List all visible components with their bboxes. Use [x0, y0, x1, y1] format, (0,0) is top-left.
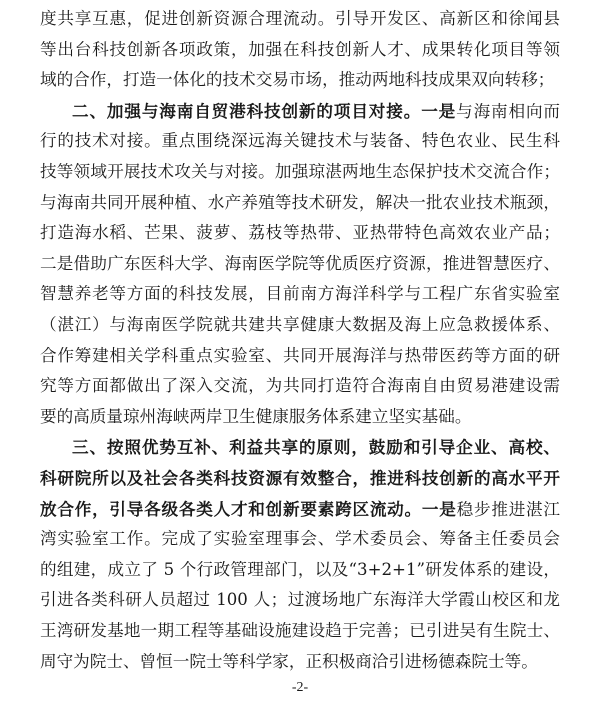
bold-text-segment: 科研院所以及社会各类科技资源有效整合，推进科技创新的高水平开 — [40, 468, 560, 488]
text-segment: 王湾研发基地一期工程等基础设施建设趋于完善；已引进吴有生院士、 — [40, 621, 560, 640]
text-segment: 湾实验室工作。完成了实验室理事会、学术委员会、筹备主任委员会 — [40, 529, 560, 549]
text-line — [40, 524, 560, 554]
text-segment: 技等领域开展技术攻关与对接。加强琼湛两地生态保护技术交流合作； — [40, 162, 560, 181]
text-line — [40, 35, 560, 65]
text-line — [40, 555, 560, 585]
text-segment: 二是借助广东医科大学、海南医学院等优质医疗资源，推进智慧医疗、 — [40, 253, 560, 273]
text-segment: 合作筹建相关学科重点实验室、共同开展海洋与热带医药等方面的研 — [40, 345, 560, 365]
text-line — [40, 616, 560, 646]
text-line — [40, 371, 560, 401]
text-line — [72, 96, 560, 126]
text-segment: 与海南相向而 — [456, 101, 561, 121]
text-segment: 稳步推进湛江 — [456, 499, 561, 519]
text-segment: 智慧养老等方面的科技发展，目前南方海洋科学与工程广东省实验室 — [40, 284, 560, 304]
text-line — [40, 126, 560, 156]
text-segment: 的组建，成立了 5 个行政管理部门，以及“3+2+1”研发体系的建设， — [40, 559, 560, 579]
text-segment: 究等方面都做出了深入交流，为共同打造符合海南自由贸易港建设需 — [40, 376, 560, 396]
text-line — [40, 463, 560, 493]
bold-text-segment: 三、按照优势互补、利益共享的原则，鼓励和引导企业、高校、 — [72, 437, 560, 458]
text-segment: 度共享互惠，促进创新资源合理流动。引导开发区、高新区和徐闻县 — [40, 9, 560, 28]
text-line — [72, 432, 560, 462]
text-line — [40, 249, 560, 279]
text-line — [40, 494, 560, 524]
text-line — [40, 402, 560, 432]
text-line — [40, 65, 560, 95]
page-number: -2- — [291, 680, 309, 695]
text-segment: 打造海水稻、芒果、菠萝、荔枝等热带、亚热带特色高效农业产品； — [40, 223, 560, 243]
text-line — [40, 647, 560, 677]
text-line — [40, 157, 560, 187]
text-line — [40, 188, 560, 218]
text-segment: （湛江）与海南医学院就共建共享健康大数据及海上应急救援体系、 — [40, 315, 560, 334]
text-segment: 行的技术对接。重点围绕深远海关键技术与装备、特色农业、民生科 — [40, 131, 560, 151]
text-segment: 引进各类科研人员超过 100 人；过渡场地广东海洋大学霞山校区和龙 — [40, 590, 560, 610]
bold-text-segment: 二、加强与海南自贸港科技创新的项目对接。一是 — [72, 100, 457, 121]
text-segment: 要的高质量琼州海峡两岸卫生健康服务体系建立坚实基础。 — [40, 406, 472, 426]
text-line — [40, 310, 560, 340]
text-segment: 等出台科技创新各项政策，加强在科技创新人才、成果转化项目等领 — [40, 39, 560, 59]
text-line — [40, 218, 560, 248]
text-segment: 域的合作，打造一体化的技术交易市场，推动两地科技成果双向转移； — [40, 70, 555, 90]
text-line — [40, 279, 560, 309]
text-segment: 与海南共同开展种植、水产养殖等技术研发，解决一批农业技术瓶颈， — [40, 192, 560, 212]
text-segment: 周守为院士、曾恒一院士等科学家，正积极商洽引进杨德森院士等。 — [40, 651, 538, 671]
text-line — [40, 4, 560, 34]
text-line — [40, 585, 560, 615]
bold-text-segment: 放合作，引导各级各类人才和创新要素跨区流动。一是 — [40, 498, 457, 519]
text-line — [40, 341, 560, 371]
